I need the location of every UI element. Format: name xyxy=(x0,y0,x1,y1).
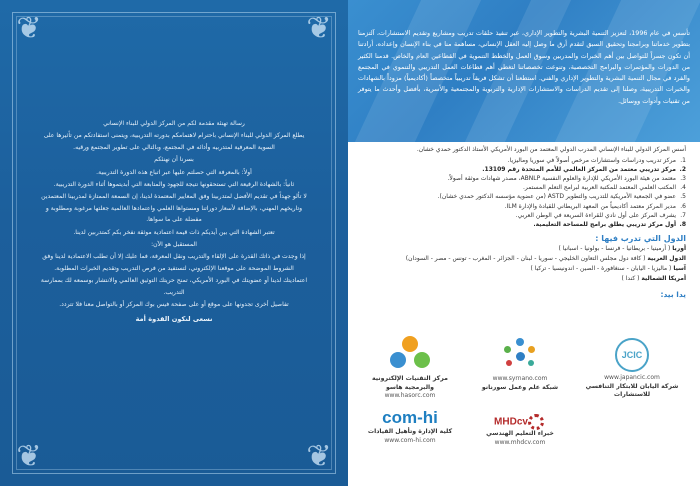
arabesque-corner-icon: ❦ xyxy=(306,11,332,46)
item-number: 6. xyxy=(680,202,686,210)
partner-url[interactable]: www.hasorc.com xyxy=(384,392,436,399)
list-item xyxy=(360,220,686,229)
country-row xyxy=(360,274,686,283)
list-item xyxy=(360,156,686,165)
founder-line: أسس المركز الدولي للبناء الإنساني المدرب الدولي المعتمد من البورد الأمريكي الأستاذ الدكتور حمدي خشان. xyxy=(416,146,686,153)
region-name: أمريكا الشمالية xyxy=(641,275,686,283)
partner-url[interactable]: www.syrnano.com xyxy=(492,375,548,382)
region-name: الدول العربية xyxy=(647,255,686,263)
letter-paragraph: بسرنا أن نهنئكم xyxy=(154,156,194,164)
letter-paragraph: اعتماديتك لدينا أو عضويتك في البورد الأمريكي، تمنح حريتك التوثيق العالمي والانتشار بوسمعه لك بممارسة التدريب. xyxy=(40,277,308,296)
countries-heading: الدول التي تدرب فيها : xyxy=(595,233,686,243)
partner-name: خبراء التعليم الهندسي xyxy=(486,430,554,437)
syrnano-logo-icon xyxy=(500,338,540,372)
letter-paragraph: لا تألو جهداً في تقديم الأفضل لمتدربينا وفق المعايير المعتمدة لدينا، إن السمعة الممتازة لمدربينا المعتمدين وتاريخهم المهني، بالإضافة لأسعار دوراتنا ومستواها العلمي واعتمادها العالمية جعلتها مرغوبة ومطلوبة و مفضلة على ما سواها. xyxy=(41,193,307,224)
region-name: أوربا xyxy=(672,244,686,252)
letter-heading: رسالة تهنئة مقدمة لكم من المركز الدولي للبناء الإنساني xyxy=(103,120,245,127)
partners-heading: يدا بيد: xyxy=(660,290,686,300)
item-number: 7. xyxy=(680,211,686,219)
partner-name: كلية الإدارة وتأهيل القيادات xyxy=(367,428,453,435)
item-number: 8. xyxy=(679,220,686,228)
partner-name: مركز التقنيات الإلكترونية والبرمجية هاسو xyxy=(372,375,448,391)
list-item xyxy=(360,192,686,201)
letter-paragraph: أولاً: بالمعرفة التي حصلتم عليها عبر اتباع هذه الدورة التدريبية. xyxy=(96,168,252,176)
list-item xyxy=(360,165,686,174)
list-item xyxy=(360,174,686,183)
jcic-logo-icon: JCIC xyxy=(615,338,649,372)
item-number: 1. xyxy=(680,157,686,165)
about-body xyxy=(360,142,686,299)
letter-paragraph: ثانياً: بالشهادة الرفيعة التي تستحقونها نتيجة للجهود والمتابعة التي أبديتموها أثناء الدورة التدريبية. xyxy=(53,181,295,189)
list-item xyxy=(360,202,686,211)
gear-icon xyxy=(528,414,544,430)
partner-url[interactable]: www.com-hi.com xyxy=(384,436,436,444)
region-countries: ( كندا ) xyxy=(621,275,640,283)
letter-paragraph: إذا وجدت في ذاتك القدرة على الإلقاء والتدريب ونقل المعرفة، فما عليك إلا أن تطلب الاعتمادية لدينا وفق الشروط الموضحة على موقعنا الإلكتروني، لتستفيد من فرص التدريب وتقديم الخبرات المطلوبة. xyxy=(42,253,306,272)
partner-comhi[interactable] xyxy=(360,408,460,445)
country-row xyxy=(360,254,686,263)
arabesque-corner-icon: ❦ xyxy=(306,439,332,474)
region-countries: ( أرمينيا - بريطانيا - فرنسا - بولونيا - اسبانيا ) xyxy=(558,244,671,252)
hasorc-logo-icon xyxy=(388,336,432,372)
intro-text: تأسس في عام 1996، لتعزيز التنمية البشرية والتطوير الإداري، عبر تنفيذ حلقات تدريب ومشاريع وتقديم الاستشارات، آلتزمنا بتطوير خدماتنا وبرامجنا وتحقيق السبق لتقدم أرق ما وصل إليه العقل الإنساني، مساهمة منا في بناء الإنسان وإعداده، أرادتنا أن تكون جسراً للتواصل بين أهم الخبرات والمدربين وسوق العمل والخطط التنموية في القطاعين العام والخاص. قدمنا الكثير من الدورات والمؤتمرات والبرامج التخصصية، وتنوعت تخصصاتنا لتغطي أهم قطاعات العمل التدريبي والتنموي في المجتمع والفرد في مجال التنمية البشرية والتطوير الإداري والفني. استطعنا أن تشكل فريقاً تدريبياً متخصصاً (أكاديمياً) مزوداً بالشهادات والخبرات التدريبية، وصلنا إلى تقديم الدراسات والاستشارات الإدارية والتربوية والمجتمعية والأسرية، بأفضل وأحدث ما يتوفر من تقنيات وأدوات ووسائل. xyxy=(358,29,691,105)
congratulation-letter xyxy=(38,118,310,326)
partner-hasorc[interactable] xyxy=(360,336,460,401)
partner-syrnano[interactable] xyxy=(472,338,568,392)
item-text: معتمد من هيئة البورد الأمريكي للإدارة والعلوم النفسية ABNLP، مصدر شهادات موثقة أصولاً. xyxy=(447,175,676,183)
accreditation-list xyxy=(360,156,686,229)
partner-jcic[interactable] xyxy=(584,338,680,400)
mhdcv-wordmark: MHDcv xyxy=(494,416,528,428)
list-item xyxy=(360,211,686,220)
letter-signature xyxy=(38,314,310,325)
intro-band xyxy=(348,0,700,142)
letter-paragraph: تفاصيل أخرى تجدونها على موقع أو على صفحة فيس بوك المركز أو بالتواصل معنا فلا تتردد. xyxy=(59,301,289,309)
partner-mhdcv[interactable] xyxy=(472,414,568,447)
list-item xyxy=(360,183,686,192)
letter-panel xyxy=(0,0,348,486)
item-text: عضو في الجمعية الأمريكية للتدريب والتطوير ASTD (من عضوية مؤسسه الدكتور حمدي خشان). xyxy=(437,193,676,201)
partner-url[interactable]: www.mhdcv.com xyxy=(494,438,546,446)
region-name: آسيا xyxy=(673,265,686,273)
partner-name: شبكة علم وعمل سورنانو xyxy=(481,383,559,391)
country-row xyxy=(360,264,686,273)
about-panel xyxy=(348,0,700,486)
signature-text: نسعى لنكون القدوة xyxy=(148,314,213,323)
item-number: 3. xyxy=(680,175,686,183)
letter-paragraph: يطلع المركز الدولي للبناء الإنساني باحترام لاهتمامكم بدورته التدريبية، ويتمنى استفادتكم من تأثيرها على السوية المعرفية لمتدربيه وأدائه في المجتمع، وبالتالي على تطوير المجتمع ورقيه. xyxy=(43,132,305,151)
partner-name: شركة اليابان للابتكار التنافسي للاستشارات xyxy=(585,382,679,398)
item-number: 2. xyxy=(679,166,686,174)
item-text: مدير المركز معتمد أكاديمياً من المعهد البريطاني للقيادة والإدارة ILM. xyxy=(504,202,676,210)
letter-paragraph: المستقبل هو الآن: xyxy=(151,241,197,249)
mhdcv-logo-icon xyxy=(472,414,568,430)
item-text: يشرف المركز على أول نادي للقراءة السريعة في الوطن العربي. xyxy=(515,211,676,219)
signature-emphasis: أمة xyxy=(135,314,146,323)
item-text: المكتب العلمي المعتمد للمكتبة العربية لبرامج التعلم المستمر. xyxy=(523,184,676,192)
arabesque-corner-icon: ❦ xyxy=(16,11,42,46)
comhi-logo-icon: com-hi xyxy=(382,408,438,427)
letter-paragraph: تعتبر الشهادة التي بين أيديكم ذات قيمة اعتمادية موثقة نفخر بكم كمتدربين لدينا. xyxy=(73,228,275,236)
item-number: 5. xyxy=(680,193,686,201)
partner-logos xyxy=(360,336,688,481)
region-countries: ( كافة دول مجلس التعاون الخليجي - سوريا - لبنان - الجزائر - المغرب - تونس - مصر - السودان) xyxy=(405,255,646,263)
partner-url[interactable]: www.japancic.com xyxy=(604,374,660,381)
item-text: أول مركز تدريبي يطلق برامج للمساحة التعليمية. xyxy=(533,220,676,228)
item-text: مركز تدريبي معتمد من المركز العالمي للأمم المتحدة رقم 13109. xyxy=(482,166,676,174)
country-row xyxy=(360,244,686,253)
item-number: 4. xyxy=(680,184,686,192)
item-text: مركز تدريب ودراسات واستشارات مرخص أصولاً في سوريا وماليزيا. xyxy=(507,157,676,165)
region-countries: ( ماليزيا - اليابان - سنغافورة - الصين - اندونيسيا - تركيا ) xyxy=(530,265,672,273)
arabesque-corner-icon: ❦ xyxy=(16,439,42,474)
